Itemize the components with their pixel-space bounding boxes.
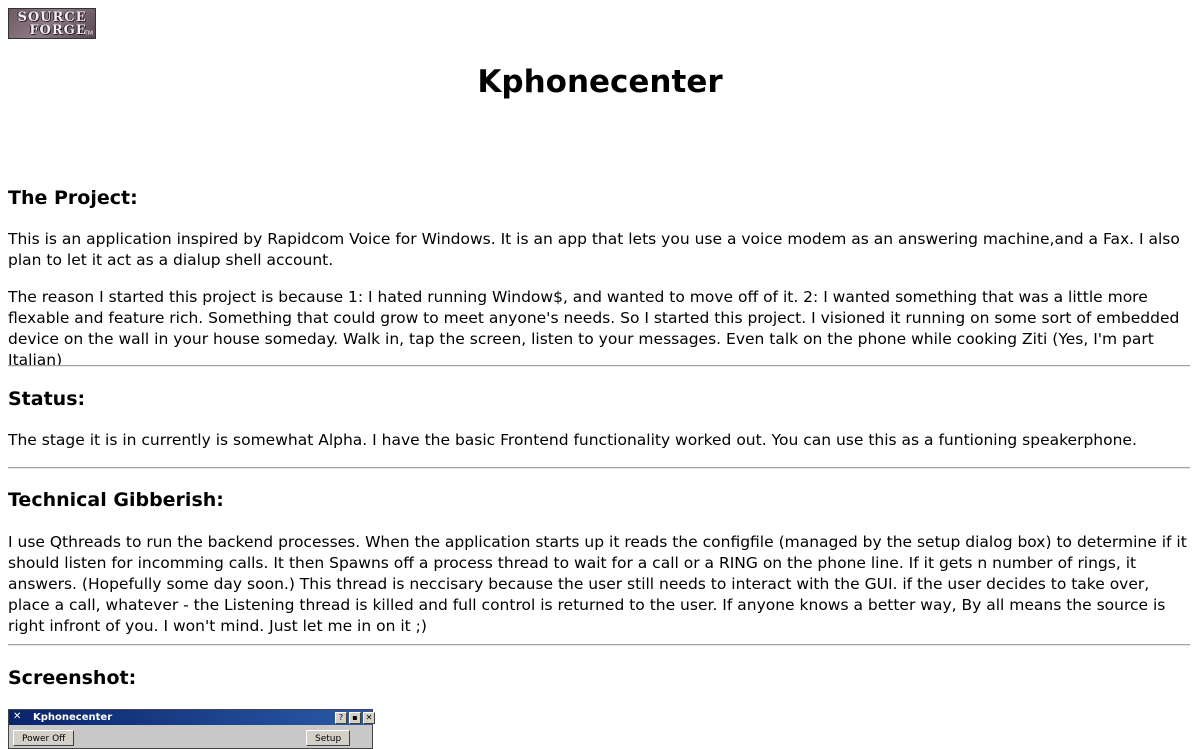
x-logo-icon: ✕	[13, 711, 22, 722]
minimize-icon: ▪	[349, 712, 361, 724]
technical-paragraph: I use Qthreads to run the backend processes. When the application starts up it reads the configfile (managed by the setup dialog box) to determine if it should listen for incomming calls. It then Spawns off a process thread to wait for a call or a RING on the phone line. If it gets n number of rings, it answers. (Hopefully some day soon.) This thread is neccisary because the user still needs to interact with the GUI. if the user decides to take over, place a call, whatever - the Listening thread is killed and full control is returned to the user. If anyone knows a better way, By all means the source is right infront of you. I won't mind. Just let me in on it ;)	[8, 533, 1187, 635]
screenshot-image	[8, 709, 373, 749]
project-paragraph-1: This is an application inspired by Rapidcom Voice for Windows. It is an app that lets you use a voice modem as an answering machine,and a Fax. I also plan to let it act as a dialup shell account.	[8, 230, 1180, 269]
screenshot-setup-button: Setup	[306, 730, 350, 746]
section-divider	[8, 365, 1190, 367]
logo-line-1: SOURCE	[17, 10, 87, 25]
screenshot-window-title: Kphonecenter	[33, 712, 113, 723]
heading-screenshot: Screenshot:	[8, 667, 137, 689]
screenshot-titlebar	[9, 710, 372, 725]
section-divider	[8, 644, 1190, 646]
logo-line-2: FORGE	[29, 23, 87, 38]
heading-the-project: The Project:	[8, 187, 138, 209]
section-divider	[8, 467, 1190, 469]
logo-trademark: TM	[84, 30, 93, 37]
heading-technical-gibberish: Technical Gibberish:	[8, 489, 224, 511]
screenshot-power-off-button: Power Off	[13, 730, 74, 746]
sourceforge-logo[interactable]	[8, 8, 96, 39]
project-paragraph-2: The reason I started this project is because 1: I hated running Window$, and wanted to move off of it. 2: I wanted something that was a little more flexable and feature rich. Something that could grow to meet anyone's needs. So I started this project. I visioned it running on some sort of embedded device on the wall in your house someday. Walk in, tap the screen, listen to your messages. Even talk on the phone while cooking Ziti (Yes, I'm part Italian)	[8, 288, 1180, 369]
help-icon: ?	[335, 712, 347, 724]
heading-status: Status:	[8, 388, 86, 410]
close-icon: ✕	[363, 712, 375, 724]
status-paragraph: The stage it is in currently is somewhat Alpha. I have the basic Frontend functionality worked out. You can use this as a funtioning speakerphone.	[8, 431, 1137, 449]
page-title: Kphonecenter	[477, 64, 723, 100]
